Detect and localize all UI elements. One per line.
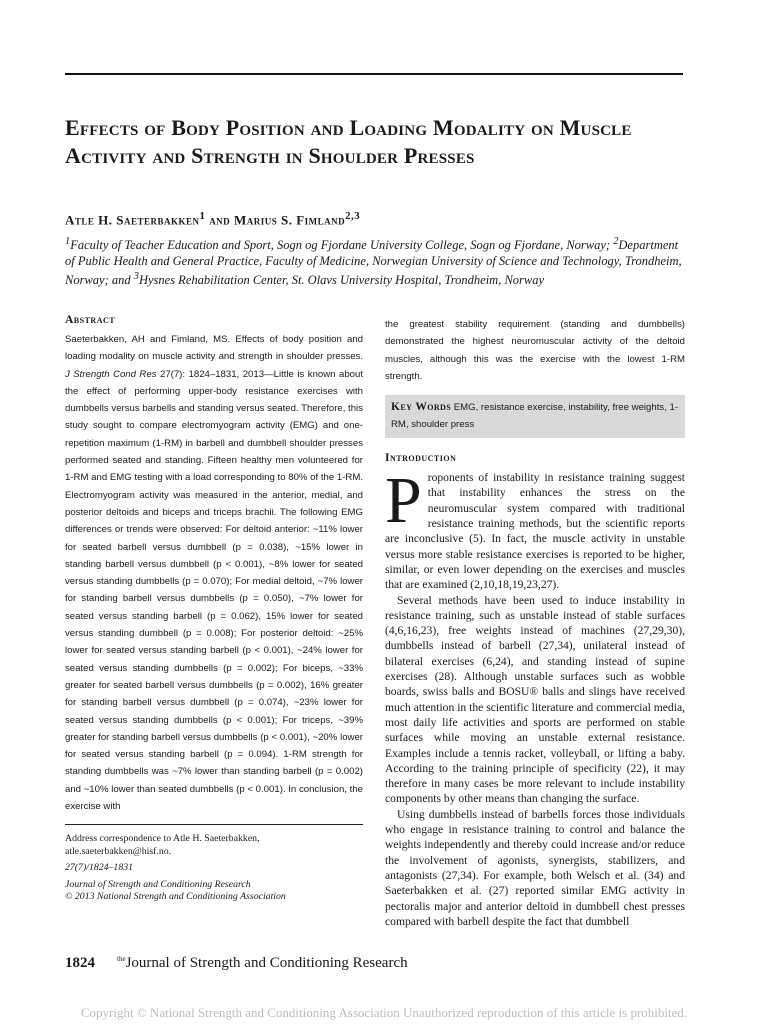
left-column: [65, 314, 363, 904]
author-name: Atle H. Saeterbakken: [65, 212, 200, 228]
affiliations: $^1$Faculty of Teacher Education and Sport, Sogn og Fjordane University College, Sogn og Fjordane, Norway; $^2$Department of Public Health and General Practice, Faculty of Medicine, Norwegian University of Science and Technology, Trondheim, Norway; and $^3$Hysnes Rehabilitation Center, St. Olavs University Hospital, Trondheim, Norway: [65, 236, 682, 288]
footer-journal: Journal of Strength and Conditioning Research: [125, 955, 408, 971]
journal-abbrev: J Strength Cond Res: [65, 368, 157, 380]
intro-paragraph-2: Several methods have been used to induce instability in resistance training, such as unstable instead of stable surfaces (4,6,16,23), free weights instead of machines (27,29,30), dumbbells instead of barbell (27,34), unilateral instead of bilateral exercises (6,24), and standing instead of supine exercises (28). Although unstable surfaces such as wobble boards, swiss balls and BOSU® balls and slings have received much attention in the scientific literature and commercial media, most daily life activities and sports are performed on stable surfaces while moving an unstable external resistance. Examples include a tennis racket, volleyball, or lifting a baby. According to the training principle of specificity (22), it may therefore in many cases be more relevant to include instability components by other means than changing the surface.: [385, 593, 685, 806]
journal-the: the: [117, 955, 126, 963]
footnote-rule: [65, 824, 363, 825]
top-rule: [65, 73, 683, 75]
affiliation-1: Faculty of Teacher Education and Sport, Sogn og Fjordane University College, Sogn og Fjordane, Norway;: [70, 238, 611, 253]
keywords-box: [385, 395, 685, 438]
author-affil-sup: 1: [199, 210, 206, 222]
volume-info: 27(7)/1824–1831: [65, 862, 134, 874]
copyright-watermark: Copyright © National Strength and Conditioning Association Unauthorized reproduction of this article is prohibited.: [80, 1005, 688, 1020]
intro-paragraph-1: [385, 464, 685, 592]
introduction-heading: Introduction: [385, 452, 457, 465]
author-and: and: [209, 212, 231, 228]
article-title: Effects of Body Position and Loading Modality on Muscle Activity and Strength in Shoulder Presses: [65, 115, 632, 168]
author-name: Marius S. Fimland: [233, 212, 346, 228]
right-column: [385, 316, 685, 929]
page-number: 1824: [65, 955, 95, 971]
abstract-citation: Saeterbakken, AH and Fimland, MS. Effects of body position and loading modality on muscle activity and strength in shoulder presses.: [65, 334, 363, 363]
keywords-text: EMG, resistance exercise, instability, free weights, 1-RM, shoulder press: [391, 402, 679, 431]
page-footer: [65, 955, 408, 972]
journal-name: Journal of Strength and Conditioning Research: [65, 878, 251, 890]
abstract-body: [65, 331, 363, 815]
abstract-continued: the greatest stability requirement (standing and dumbbells) demonstrated the highest neuromuscular activity of the deltoid muscles, although this was the exercise with the lowest 1-RM strength.: [385, 319, 685, 382]
author-affil-sup: 2,3: [345, 210, 361, 222]
intro-text-1: roponents of instability in resistance training suggest that instability enhances the stress on the neuromuscular system compared with traditional resistance training methods, but the scientific reports are inconclusive (5). In fact, the muscle activity in unstable versus more stable resistance exercises is reported to be higher, similar, or even lower depending on the exercises and muscles that are examined (2,10,18,19,23,27).: [385, 471, 685, 592]
abstract-text: 27(7): 1824–1831, 2013—Little is known about the effect of performing upper-body resistance exercises with dumbbells versus barbells and standing versus seated. Therefore, this study sought to compare electromyogram activity (EMG) and one-repetition maximum (1-RM) in barbell and dumbbell shoulder presses performed seated and standing. Fifteen healthy men volunteered for 1-RM and EMG testing with a load corresponding to 80% of the 1-RM. Electromyogram activity was measured in the anterior, medial, and posterior deltoids and biceps and triceps brachii. The following EMG differences or trends were observed: For deltoid anterior: ~11% lower for seated barbell versus dumbbell (p = 0.038), ~15% lower in standing barbell versus dumbbell (p < 0.001), ~8% lower for seated versus standing dumbbells (p = 0.070); For medial deltoid, ~7% lower for standing barbell versus dumbbells (p = 0.050), ~7% lower for seated versus standing barbell (p = 0.062), 15% lower for seated versus standing dumbbell (p = 0.008); For posterior deltoid: ~25% lower for seated versus standing barbell (p < 0.001), ~24% lower for seated versus standing dumbbells (p = 0.002); For biceps, ~33% greater for seated barbell versus dumbbells (p = 0.002), 16% greater for standing barbell versus dumbbell (p = 0.074), ~23% lower for seated versus standing dumbbells (p < 0.001); For triceps, ~39% greater for standing barbell versus dumbbells (p < 0.001), ~20% lower for seated versus standing barbell (p = 0.094). 1-RM strength for standing dumbbells was ~7% lower than standing barbell (p = 0.002) and ~10% lower than seated dumbbells (p < 0.001). In conclusion, the exercise with: [65, 368, 363, 813]
copyright-note: © 2013 National Strength and Conditioning Association: [65, 891, 286, 903]
drop-cap: P: [385, 464, 422, 538]
keywords-label: Key Words: [391, 401, 452, 414]
affiliation-3: Hysnes Rehabilitation Center, St. Olavs University Hospital, Trondheim, Norway: [138, 273, 545, 288]
abstract-heading: Abstract: [65, 314, 116, 326]
author-list: [65, 210, 685, 228]
affiliation-2: Department of Public Health and General Practice, Faculty of Medicine, Norwegian University of Science and Technology, Trondheim, Norway; and: [65, 238, 682, 288]
correspondence-note: Address correspondence to Atle H. Saeterbakken, atle.saeterbakken@hisf.no.: [65, 833, 260, 857]
intro-paragraph-3: Using dumbbells instead of barbells forces those individuals who engage in resistance training to control and balance the weights independently and thereby could increase and/or reduce the involvement of agonists, synergists, stabilizers, and antagonists (27,34). For example, both Welsch et al. (34) and Saeterbakken et al. (27) reported similar EMG activity in pectoralis major and anterior deltoid in dumbbell chest presses compared with barbell despite the fact that dumbbell: [385, 807, 685, 928]
